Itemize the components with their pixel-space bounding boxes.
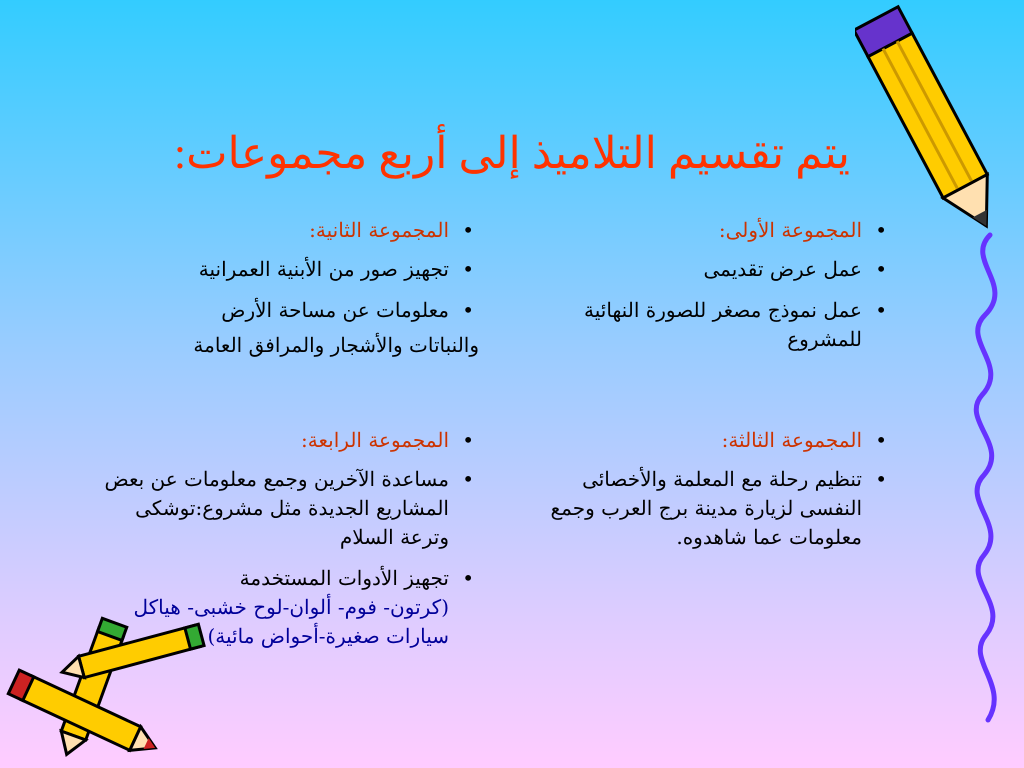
group-four-heading: • المجموعة الرابعة: [99,426,479,455]
group-two-heading: • المجموعة الثانية: [39,216,479,245]
group-four-materials: (كرتون- فوم- ألوان-لوح خشبى- هياكل سيارات صغيرة-أحواض مائية) [133,595,449,648]
group-three [532,426,892,564]
group-three-item: • تنظيم رحلة مع المعلمة والأخصائى النفسى لزيارة مدينة برج العرب وجمع معلومات عما شاهدوه. [532,465,892,552]
group-two-continuation: والنباتات والأشجار والمرافق العامة [193,333,479,357]
pencil-icon [855,0,1005,245]
group-two [39,216,479,372]
group-four [99,426,479,651]
group-two-item: • معلومات عن مساحة الأرض [39,296,479,325]
squiggle-line [960,230,1020,730]
group-two-item: • تجهيز صور من الأبنية العمرانية [39,255,479,284]
group-one [572,216,892,366]
group-one-item: • عمل عرض تقديمى [572,255,892,284]
group-one-item: • عمل نموذج مصغر للصورة النهائية للمشروع [572,296,892,354]
group-four-item [99,564,479,651]
group-one-heading: • المجموعة الأولى: [572,216,892,245]
group-four-item: • مساعدة الآخرين وجمع معلومات عن بعض المشاريع الجديدة مثل مشروع:توشكى وترعة السلام [99,465,479,552]
group-four-tools-label: تجهيز الأدوات المستخدمة [239,566,449,590]
group-three-heading: • المجموعة الثالثة: [532,426,892,455]
slide-title: يتم تقسيم التلاميذ إلى أربع مجموعات: [173,129,850,178]
